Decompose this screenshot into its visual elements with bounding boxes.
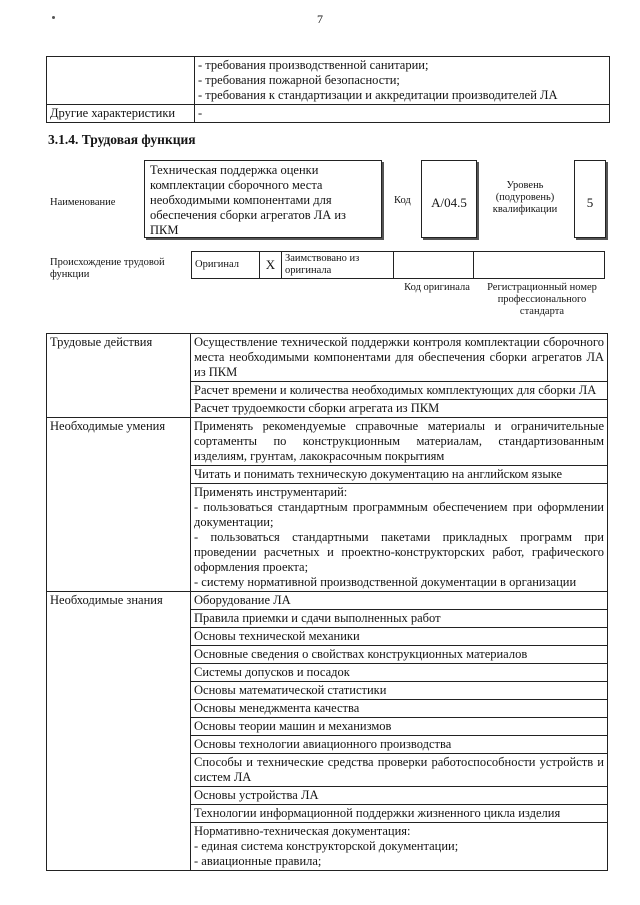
item-cell: Способы и технические средства проверки работоспособности устройств и систем ЛА — [191, 754, 608, 787]
origin-label: Происхождение трудовой функции — [50, 257, 165, 280]
code-original-caption: Код оригинала — [404, 282, 470, 293]
item-cell: Основы теории машин и механизмов — [191, 718, 608, 736]
code-original-cell — [394, 252, 474, 279]
top-table-row — [47, 57, 610, 105]
top-row-line: - требования к стандартизации и аккредитации производителей ЛА — [198, 88, 558, 102]
top-row-value — [195, 105, 610, 123]
code-label: Код — [394, 195, 411, 206]
item-cell: Основы технической механики — [191, 628, 608, 646]
item-cell: Основные сведения о свойствах конструкционных материалов — [191, 646, 608, 664]
top-table — [46, 56, 610, 123]
name-value: Техническая поддержка оценки комплектации сборочного места необходимыми компонентами для обеспечения сборки агрегатов ЛА из ПКМ — [144, 160, 382, 238]
table-row — [47, 334, 608, 382]
top-row-value — [195, 57, 610, 105]
top-row-line: - — [198, 106, 203, 120]
original-label: Оригинал — [192, 252, 260, 279]
borrowed-label: Заимствовано из оригинала — [282, 252, 394, 279]
name-label: Наименование — [50, 197, 116, 208]
item-cell: Системы допусков и посадок — [191, 664, 608, 682]
top-row-label: Другие характеристики — [47, 105, 195, 123]
item-cell: Основы математической статистики — [191, 682, 608, 700]
reg-number-caption: Регистрационный номер профессионального стандарта — [487, 282, 597, 317]
top-table-row — [47, 105, 610, 123]
item-cell: Оборудование ЛА — [191, 592, 608, 610]
code-value: А/04.5 — [421, 160, 477, 238]
category-cell: Необходимые умения — [47, 418, 191, 592]
item-cell: Правила приемки и сдачи выполненных работ — [191, 610, 608, 628]
item-cell: Технологии информационной поддержки жизненного цикла изделия — [191, 805, 608, 823]
item-cell: Основы менеджмента качества — [191, 700, 608, 718]
reg-number-cell — [474, 252, 605, 279]
item-cell: Расчет времени и количества необходимых комплектующих для сборки ЛА — [191, 382, 608, 400]
page-number: 7 — [317, 12, 323, 26]
scan-speck — [52, 16, 55, 19]
top-row-line: - требования производственной санитарии; — [198, 58, 429, 72]
item-cell: Расчет трудоемкости сборки агрегата из ПКМ — [191, 400, 608, 418]
category-cell: Необходимые знания — [47, 592, 191, 871]
level-label: Уровень (подуровень) квалификации — [492, 180, 558, 215]
item-cell: Осуществление технической поддержки контроля комплектации сборочного места необходимыми компонентами для обеспечения сборки агрегатов ЛА из ПКМ — [191, 334, 608, 382]
table-row — [47, 418, 608, 466]
section-title: 3.1.4. Трудовая функция — [48, 132, 196, 147]
table-row — [47, 592, 608, 610]
item-cell: Нормативно-техническая документация: - единая система конструкторской документации; - авиационные правила; — [191, 823, 608, 871]
item-cell: Основы устройства ЛА — [191, 787, 608, 805]
main-table — [46, 333, 608, 871]
item-cell: Читать и понимать техническую документацию на английском языке — [191, 466, 608, 484]
top-row-label — [47, 57, 195, 105]
item-cell: Основы технологии авиационного производства — [191, 736, 608, 754]
item-cell: Применять рекомендуемые справочные материалы и ограничительные сортаменты по конструкционным материалам, стандартизованным изделиям, грунтам, лакокрасочным покрытиям — [191, 418, 608, 466]
origin-table — [191, 251, 605, 279]
item-cell: Применять инструментарий: - пользоваться стандартным программным обеспечением при оформлении документации; - пользоваться стандартными пакетами прикладных программ при проведении расчетных и проектно-конструкторских работ, графического оформления проекта; - систему нормативной производственной документации в организации — [191, 484, 608, 592]
original-mark: X — [260, 252, 282, 279]
top-row-line: - требования пожарной безопасности; — [198, 73, 400, 87]
level-value: 5 — [574, 160, 606, 238]
category-cell: Трудовые действия — [47, 334, 191, 418]
